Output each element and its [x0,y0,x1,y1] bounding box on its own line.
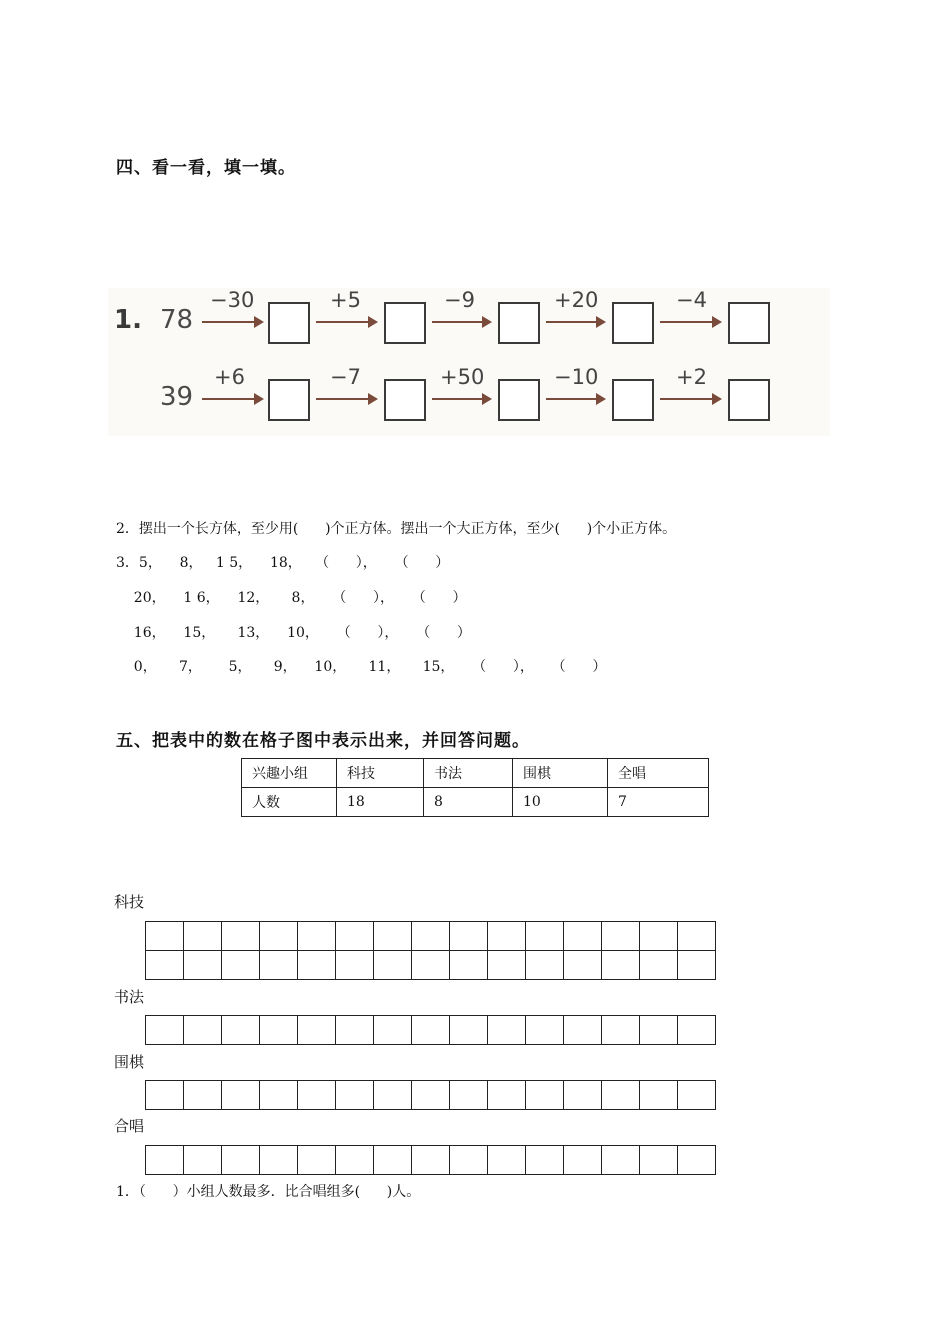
row2-op-2: −7 [330,365,361,389]
grid-cell[interactable] [526,1016,564,1045]
arrow-icon [546,398,604,400]
grid-cell[interactable] [222,1016,260,1045]
grid-cell[interactable] [336,1081,374,1110]
row2-answer-box-5[interactable] [728,379,770,421]
grid-cell[interactable] [336,1146,374,1175]
grid-cell[interactable] [640,951,678,980]
grid-cell[interactable] [564,1016,602,1045]
grid-cell[interactable] [564,951,602,980]
grid-shufa [145,1015,716,1045]
grid-cell[interactable] [526,951,564,980]
question-3-line-3: 16， 15， 13， 10， （ ）， （ ） [116,625,471,641]
grid-cell[interactable] [222,922,260,951]
grid-cell[interactable] [184,1016,222,1045]
table-cell: 科技 [337,759,424,788]
section4-title: 四、看一看，填一填。 [116,158,296,178]
row1-answer-box-2[interactable] [384,302,426,344]
grid-cell[interactable] [678,1016,716,1045]
grid-cell[interactable] [260,922,298,951]
grid-cell[interactable] [450,1146,488,1175]
grid-cell[interactable] [374,951,412,980]
grid-cell[interactable] [336,1016,374,1045]
table-cell: 书法 [424,759,513,788]
question-2: 2．摆出一个长方体，至少用( )个正方体。摆出一个大正方体，至少( )个小正方体。 [116,521,677,537]
grid-cell[interactable] [678,951,716,980]
row2-answer-box-4[interactable] [612,379,654,421]
grid-cell[interactable] [298,1016,336,1045]
row1-op-5: −4 [676,288,707,312]
grid-label-shufa: 书法 [114,988,145,1006]
grid-cell[interactable] [526,1081,564,1110]
grid-cell[interactable] [564,1146,602,1175]
grid-cell[interactable] [640,922,678,951]
grid-cell[interactable] [260,1081,298,1110]
arrow-icon [660,398,720,400]
grid-cell[interactable] [488,951,526,980]
grid-cell[interactable] [222,951,260,980]
row1-start-number: 78 [160,305,194,335]
grid-cell[interactable] [526,1146,564,1175]
grid-cell[interactable] [602,1146,640,1175]
table-cell: 全唱 [608,759,709,788]
grid-cell[interactable] [298,1081,336,1110]
interest-group-table [241,758,709,817]
grid-cell[interactable] [260,1016,298,1045]
grid-cell[interactable] [488,922,526,951]
grid-cell[interactable] [374,1081,412,1110]
chain-index: 1. [114,305,142,335]
row1-answer-box-4[interactable] [612,302,654,344]
grid-cell[interactable] [374,1146,412,1175]
grid-cell[interactable] [184,922,222,951]
row1-answer-box-3[interactable] [498,302,540,344]
grid-cell[interactable] [412,1016,450,1045]
grid-cell[interactable] [146,951,184,980]
grid-cell[interactable] [640,1081,678,1110]
grid-cell[interactable] [146,922,184,951]
row2-op-3: +50 [440,365,485,389]
grid-cell[interactable] [298,951,336,980]
row2-answer-box-2[interactable] [384,379,426,421]
table-cell: 兴趣小组 [242,759,337,788]
row2-answer-box-3[interactable] [498,379,540,421]
row1-op-2: +5 [330,288,361,312]
row2-op-5: +2 [676,365,707,389]
grid-label-weiqi: 围棋 [114,1053,145,1071]
grid-cell[interactable] [374,1016,412,1045]
grid-cell[interactable] [678,1081,716,1110]
grid-label-keji: 科技 [114,893,145,911]
table-cell: 18 [337,788,424,817]
grid-cell[interactable] [146,1081,184,1110]
table-cell: 围棋 [513,759,608,788]
grid-label-hechang: 合唱 [114,1117,145,1135]
row2-op-1: +6 [214,365,245,389]
grid-cell[interactable] [260,951,298,980]
question-3-line-4: 0， 7， 5， 9， 10， 11， 15， （ ）， （ ） [116,659,607,675]
row1-op-4: +20 [554,288,599,312]
grid-cell[interactable] [488,1081,526,1110]
arrow-icon [202,321,262,323]
grid-cell[interactable] [564,922,602,951]
grid-cell[interactable] [640,1016,678,1045]
grid-cell[interactable] [222,1146,260,1175]
arrow-icon [546,321,604,323]
row1-answer-box-1[interactable] [268,302,310,344]
grid-cell[interactable] [184,951,222,980]
grid-cell[interactable] [146,1016,184,1045]
grid-cell[interactable] [602,1081,640,1110]
section5-question-1: 1．（ ）小组人数最多．比合唱组多( )人。 [116,1184,421,1200]
grid-cell[interactable] [412,922,450,951]
grid-cell[interactable] [450,951,488,980]
grid-cell[interactable] [488,1146,526,1175]
grid-cell[interactable] [336,922,374,951]
grid-cell[interactable] [564,1081,602,1110]
grid-cell[interactable] [146,1146,184,1175]
arrow-icon [316,398,376,400]
grid-cell[interactable] [602,951,640,980]
grid-cell[interactable] [298,1146,336,1175]
grid-cell[interactable] [450,922,488,951]
arrow-chain-figure [108,288,830,436]
grid-cell[interactable] [602,1016,640,1045]
grid-hechang [145,1145,716,1175]
table-cell: 10 [513,788,608,817]
arrow-icon [202,398,262,400]
grid-cell[interactable] [678,1146,716,1175]
row2-answer-box-1[interactable] [268,379,310,421]
grid-cell[interactable] [412,1081,450,1110]
table-header-row [242,759,709,788]
grid-cell[interactable] [526,922,564,951]
grid-cell[interactable] [260,1146,298,1175]
grid-cell[interactable] [298,922,336,951]
row1-op-3: −9 [444,288,475,312]
grid-cell[interactable] [336,951,374,980]
grid-cell[interactable] [488,1016,526,1045]
section5-title: 五、把表中的数在格子图中表示出来，并回答问题。 [116,731,530,751]
grid-cell[interactable] [412,951,450,980]
grid-cell[interactable] [374,922,412,951]
table-cell: 8 [424,788,513,817]
arrow-icon [432,321,490,323]
grid-cell[interactable] [678,922,716,951]
grid-cell[interactable] [412,1146,450,1175]
table-cell: 人数 [242,788,337,817]
question-3-line-1: 3．5， 8， 1 5， 18， （ ）， （ ） [116,555,450,571]
row2-start-number: 39 [160,382,194,412]
row1-answer-box-5[interactable] [728,302,770,344]
question-3-line-2: 20， 1 6， 12， 8， （ ）， （ ） [116,590,467,606]
grid-cell[interactable] [222,1081,260,1110]
table-row [242,788,709,817]
arrow-icon [316,321,376,323]
arrow-icon [432,398,490,400]
grid-cell[interactable] [450,1081,488,1110]
table-cell: 7 [608,788,709,817]
grid-cell[interactable] [184,1081,222,1110]
grid-cell[interactable] [184,1146,222,1175]
arrow-icon [660,321,720,323]
row1-op-1: −30 [210,288,255,312]
grid-cell[interactable] [602,922,640,951]
grid-cell[interactable] [450,1016,488,1045]
grid-keji [145,921,716,980]
grid-cell[interactable] [640,1146,678,1175]
row2-op-4: −10 [554,365,599,389]
grid-weiqi [145,1080,716,1110]
